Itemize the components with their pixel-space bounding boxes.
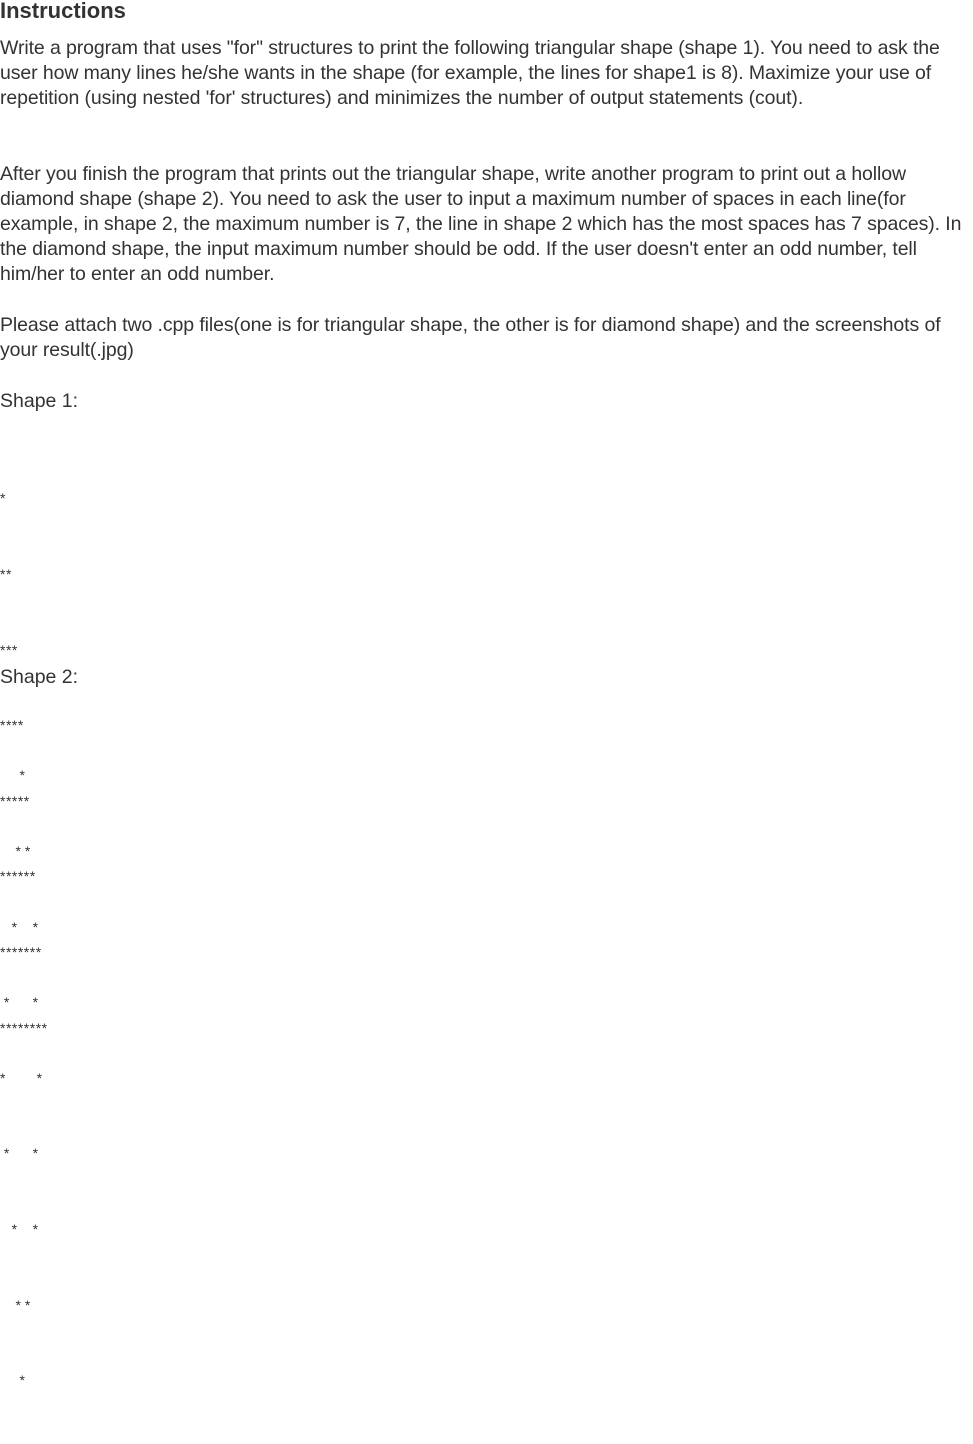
shape2-row: * * [0, 994, 39, 1011]
shape2-row: * [0, 1372, 25, 1389]
shape1-row: ******* [0, 943, 42, 960]
shape2-row: * * [0, 1069, 43, 1086]
paragraph-attach-files: Please attach two .cpp files(one is for triangular shape, the other is for diamond shape) and the screenshots of your result(.jpg) [0, 314, 941, 361]
paragraph-diamond-task: After you finish the program that prints out the triangular shape, write another program to print out a hollow diamond shape (shape 2). You need to ask the user to input a maximum number of spaces in each line(for example, in shape 2, the maximum number is 7, the line in shape 2 which has the most spaces has 7 spaces). In the diamond shape, the input maximum number should be odd. If the user doesn't enter an odd number, tell him/her to enter an odd number. [0, 163, 962, 285]
shape1-row: ****** [0, 868, 36, 885]
shape2-row: * * [0, 1145, 39, 1162]
shape2-row: * * [0, 918, 39, 935]
shape1-row: ***** [0, 792, 30, 809]
shape2-label: Shape 2: [0, 666, 79, 688]
shape2-diamond [0, 713, 42, 1444]
shape1-row: **** [0, 717, 24, 734]
shape2-row: * [0, 767, 25, 784]
shape1-row: ** [0, 566, 12, 582]
paragraph-triangle-task: Write a program that uses "for" structures to print the following triangular shape (shape 1). You need to ask the user how many lines he/she wants in the shape (for example, the lines for shape1 is 8). Maximize your use of repetition (using nested 'for' structures) and minimizes the number of output statements (cout). [0, 37, 940, 109]
shape1-label: Shape 1: [0, 390, 79, 412]
shape1-row: *** [0, 641, 18, 658]
shape1-row: * [0, 490, 6, 507]
shape1-row: ******** [0, 1019, 48, 1036]
shape2-row: * * [0, 843, 31, 859]
shape2-row: * * [0, 1296, 31, 1313]
shape2-row: * * [0, 1220, 39, 1237]
page-title: Instructions [0, 0, 126, 23]
